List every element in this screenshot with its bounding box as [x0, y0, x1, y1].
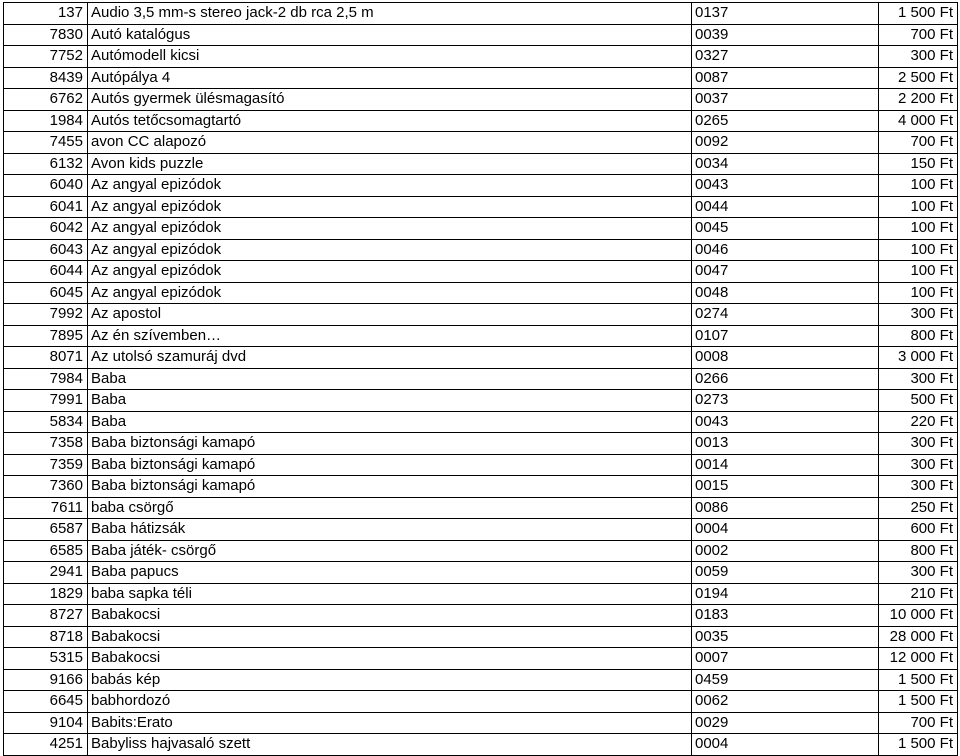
price-cell: 300 Ft [879, 46, 958, 68]
table-row [4, 454, 958, 476]
price-cell: 250 Ft [879, 497, 958, 519]
name-cell: Baba hátizsák [88, 519, 692, 541]
id-cell: 7992 [4, 304, 88, 326]
code-cell: 0183 [692, 605, 879, 627]
table-row [4, 411, 958, 433]
name-cell: Baba játék- csörgő [88, 540, 692, 562]
code-cell: 0459 [692, 669, 879, 691]
price-cell: 700 Ft [879, 132, 958, 154]
table-row [4, 691, 958, 713]
table-row [4, 304, 958, 326]
name-cell: Autópálya 4 [88, 67, 692, 89]
name-cell: Autós tetőcsomagtartó [88, 110, 692, 132]
id-cell: 6044 [4, 261, 88, 283]
table-row [4, 218, 958, 240]
code-cell: 0046 [692, 239, 879, 261]
price-cell: 150 Ft [879, 153, 958, 175]
price-cell: 100 Ft [879, 239, 958, 261]
id-cell: 7895 [4, 325, 88, 347]
code-cell: 0043 [692, 175, 879, 197]
id-cell: 5315 [4, 648, 88, 670]
code-cell: 0107 [692, 325, 879, 347]
price-cell: 10 000 Ft [879, 605, 958, 627]
code-cell: 0092 [692, 132, 879, 154]
code-cell: 0137 [692, 3, 879, 25]
name-cell: Babyliss hajvasaló szett [88, 734, 692, 756]
id-cell: 6042 [4, 218, 88, 240]
code-cell: 0002 [692, 540, 879, 562]
table-row [4, 261, 958, 283]
name-cell: Audio 3,5 mm-s stereo jack-2 db rca 2,5 m [88, 3, 692, 25]
code-cell: 0273 [692, 390, 879, 412]
price-cell: 100 Ft [879, 282, 958, 304]
id-cell: 6645 [4, 691, 88, 713]
price-cell: 210 Ft [879, 583, 958, 605]
id-cell: 7455 [4, 132, 88, 154]
id-cell: 7830 [4, 24, 88, 46]
name-cell: avon CC alapozó [88, 132, 692, 154]
code-cell: 0013 [692, 433, 879, 455]
code-cell: 0015 [692, 476, 879, 498]
id-cell: 7611 [4, 497, 88, 519]
table-row [4, 132, 958, 154]
table-row [4, 46, 958, 68]
code-cell: 0086 [692, 497, 879, 519]
name-cell: Baba biztonsági kamapó [88, 433, 692, 455]
name-cell: Babits:Erato [88, 712, 692, 734]
name-cell: Autómodell kicsi [88, 46, 692, 68]
name-cell: Az én szívemben… [88, 325, 692, 347]
id-cell: 137 [4, 3, 88, 25]
name-cell: Az angyal epizódok [88, 282, 692, 304]
price-cell: 100 Ft [879, 261, 958, 283]
id-cell: 8071 [4, 347, 88, 369]
name-cell: Az angyal epizódok [88, 218, 692, 240]
code-cell: 0266 [692, 368, 879, 390]
id-cell: 2941 [4, 562, 88, 584]
price-cell: 3 000 Ft [879, 347, 958, 369]
code-cell: 0265 [692, 110, 879, 132]
id-cell: 6045 [4, 282, 88, 304]
id-cell: 1829 [4, 583, 88, 605]
id-cell: 8718 [4, 626, 88, 648]
table-row [4, 325, 958, 347]
name-cell: Avon kids puzzle [88, 153, 692, 175]
price-cell: 28 000 Ft [879, 626, 958, 648]
name-cell: baba csörgő [88, 497, 692, 519]
name-cell: Babakocsi [88, 626, 692, 648]
name-cell: Baba papucs [88, 562, 692, 584]
id-cell: 7752 [4, 46, 88, 68]
code-cell: 0045 [692, 218, 879, 240]
code-cell: 0007 [692, 648, 879, 670]
name-cell: Baba [88, 368, 692, 390]
code-cell: 0062 [692, 691, 879, 713]
table-row [4, 519, 958, 541]
price-cell: 1 500 Ft [879, 669, 958, 691]
id-cell: 6041 [4, 196, 88, 218]
name-cell: Az utolsó szamuráj dvd [88, 347, 692, 369]
id-cell: 7359 [4, 454, 88, 476]
code-cell: 0043 [692, 411, 879, 433]
id-cell: 5834 [4, 411, 88, 433]
price-cell: 1 500 Ft [879, 691, 958, 713]
code-cell: 0035 [692, 626, 879, 648]
table-row [4, 669, 958, 691]
table-row [4, 476, 958, 498]
code-cell: 0044 [692, 196, 879, 218]
price-list-body [4, 3, 958, 756]
table-row [4, 605, 958, 627]
code-cell: 0014 [692, 454, 879, 476]
price-cell: 600 Ft [879, 519, 958, 541]
name-cell: Autós gyermek ülésmagasító [88, 89, 692, 111]
code-cell: 0048 [692, 282, 879, 304]
price-cell: 100 Ft [879, 218, 958, 240]
table-row [4, 347, 958, 369]
table-row [4, 153, 958, 175]
table-row [4, 89, 958, 111]
price-cell: 100 Ft [879, 175, 958, 197]
table-row [4, 497, 958, 519]
table-row [4, 175, 958, 197]
table-row [4, 583, 958, 605]
code-cell: 0004 [692, 734, 879, 756]
code-cell: 0327 [692, 46, 879, 68]
price-cell: 700 Ft [879, 712, 958, 734]
id-cell: 8727 [4, 605, 88, 627]
name-cell: Az angyal epizódok [88, 261, 692, 283]
price-cell: 100 Ft [879, 196, 958, 218]
price-cell: 800 Ft [879, 540, 958, 562]
id-cell: 6040 [4, 175, 88, 197]
name-cell: Babakocsi [88, 648, 692, 670]
table-row [4, 734, 958, 756]
table-row [4, 239, 958, 261]
code-cell: 0274 [692, 304, 879, 326]
price-cell: 2 500 Ft [879, 67, 958, 89]
code-cell: 0037 [692, 89, 879, 111]
price-cell: 700 Ft [879, 24, 958, 46]
table-row [4, 282, 958, 304]
id-cell: 8439 [4, 67, 88, 89]
name-cell: babhordozó [88, 691, 692, 713]
name-cell: babás kép [88, 669, 692, 691]
name-cell: Baba [88, 390, 692, 412]
name-cell: Az angyal epizódok [88, 239, 692, 261]
code-cell: 0047 [692, 261, 879, 283]
id-cell: 7984 [4, 368, 88, 390]
code-cell: 0029 [692, 712, 879, 734]
table-row [4, 626, 958, 648]
id-cell: 4251 [4, 734, 88, 756]
name-cell: Baba [88, 411, 692, 433]
table-row [4, 110, 958, 132]
table-row [4, 24, 958, 46]
name-cell: Babakocsi [88, 605, 692, 627]
id-cell: 6762 [4, 89, 88, 111]
name-cell: Baba biztonsági kamapó [88, 476, 692, 498]
price-cell: 300 Ft [879, 562, 958, 584]
price-cell: 300 Ft [879, 368, 958, 390]
table-row [4, 3, 958, 25]
table-row [4, 712, 958, 734]
name-cell: Az apostol [88, 304, 692, 326]
code-cell: 0008 [692, 347, 879, 369]
table-row [4, 67, 958, 89]
id-cell: 7360 [4, 476, 88, 498]
price-cell: 800 Ft [879, 325, 958, 347]
price-cell: 300 Ft [879, 433, 958, 455]
table-row [4, 562, 958, 584]
id-cell: 6132 [4, 153, 88, 175]
price-cell: 220 Ft [879, 411, 958, 433]
name-cell: Baba biztonsági kamapó [88, 454, 692, 476]
price-cell: 300 Ft [879, 454, 958, 476]
name-cell: Az angyal epizódok [88, 175, 692, 197]
id-cell: 6043 [4, 239, 88, 261]
name-cell: Az angyal epizódok [88, 196, 692, 218]
price-cell: 12 000 Ft [879, 648, 958, 670]
table-row [4, 648, 958, 670]
id-cell: 7358 [4, 433, 88, 455]
table-row [4, 368, 958, 390]
code-cell: 0059 [692, 562, 879, 584]
id-cell: 6585 [4, 540, 88, 562]
price-cell: 1 500 Ft [879, 734, 958, 756]
table-row [4, 540, 958, 562]
price-cell: 2 200 Ft [879, 89, 958, 111]
code-cell: 0087 [692, 67, 879, 89]
id-cell: 6587 [4, 519, 88, 541]
code-cell: 0034 [692, 153, 879, 175]
id-cell: 1984 [4, 110, 88, 132]
id-cell: 9104 [4, 712, 88, 734]
price-cell: 500 Ft [879, 390, 958, 412]
table-row [4, 433, 958, 455]
price-cell: 4 000 Ft [879, 110, 958, 132]
price-cell: 1 500 Ft [879, 3, 958, 25]
price-cell: 300 Ft [879, 476, 958, 498]
code-cell: 0194 [692, 583, 879, 605]
table-row [4, 390, 958, 412]
table-row [4, 196, 958, 218]
price-list-table [3, 2, 958, 756]
name-cell: Autó katalógus [88, 24, 692, 46]
price-cell: 300 Ft [879, 304, 958, 326]
id-cell: 7991 [4, 390, 88, 412]
code-cell: 0039 [692, 24, 879, 46]
name-cell: baba sapka téli [88, 583, 692, 605]
code-cell: 0004 [692, 519, 879, 541]
id-cell: 9166 [4, 669, 88, 691]
